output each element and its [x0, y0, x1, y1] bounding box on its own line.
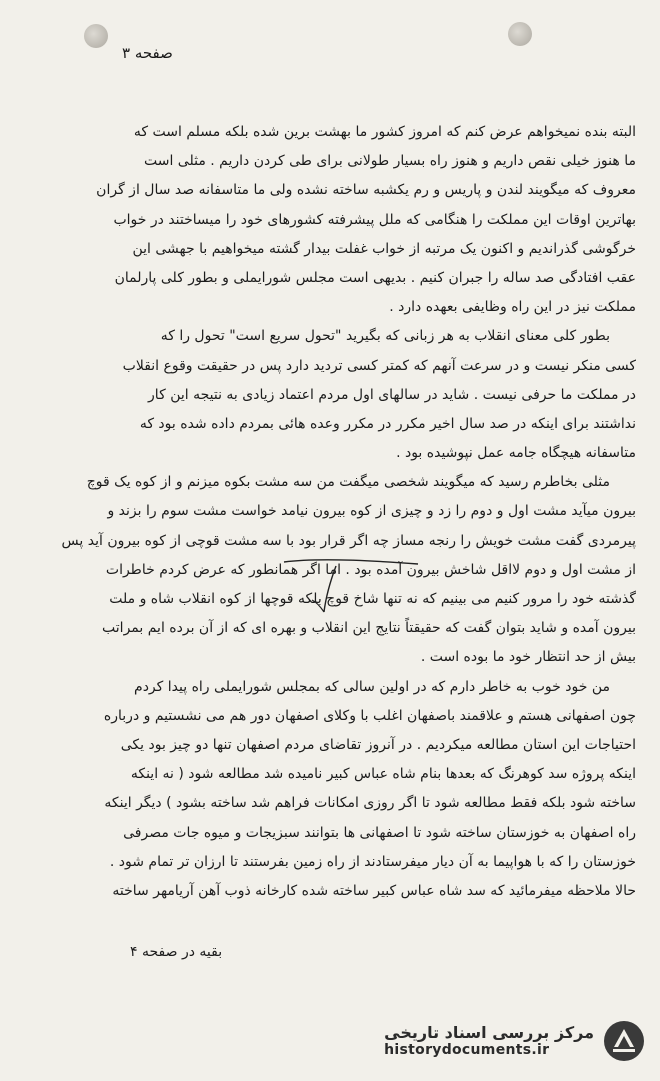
document-body	[24, 118, 636, 906]
text-line: بطور کلی معنای انقلاب به هر زبانی که بگیرید "تحول سریع است" تحول را که	[160, 328, 610, 345]
punch-hole-left	[84, 24, 108, 48]
text-line: کسی منکر نیست و در سرعت آنهم که کمتر کسی تردید دارد پس در حقیقت وقوع انقلاب	[122, 357, 636, 374]
text-line: بهاترین اوقات این مملکت را هنگامی که ملل پیشرفته کشورهای خود را میساختند در خواب	[113, 211, 636, 228]
text-line: ساخته شود بلکه فقط مطالعه شود تا اگر روزی امکانات فراهم شد ساخته بشود ) دیگر اینکه	[104, 795, 636, 812]
watermark	[384, 1019, 646, 1063]
text-line: راه اصفهان به خوزستان ساخته شود تا اصفهانی ها بتوانند سبزیجات و میوه جات مصرفی	[123, 824, 636, 841]
text-line: من خود خوب به خاطر دارم که در اولین سالی که بمجلس شورایملی راه پیدا کردم	[134, 678, 610, 695]
text-line: بیش از حد انتظار خود ما بوده است .	[420, 649, 636, 666]
text-line: متاسفانه هیچگاه جامه عمل نپوشیده بود .	[396, 445, 636, 462]
text-line: پیرمردی گفت مشت خویش را رنجه مساز چه اگر قرار بود با سه مشت قوچی از کوه بیرون آید پس	[61, 532, 636, 549]
text-line: اینکه پروژه سد کوهرنگ که بعدها بنام شاه عباس کبیر نامیده شد مطالعه شود ( نه اینکه	[130, 766, 636, 783]
text-line: نداشتند برای اینکه در صد سال اخیر مکرر در مکرر وعده هائی بمردم داده شده بود که	[139, 415, 636, 432]
watermark-url: historydocuments.ir	[384, 1042, 550, 1059]
text-line: چون اصفهانی هستم و علاقمند باصفهان اغلب با وکلای اصفهان دور هم می نشستیم و درباره	[103, 707, 636, 724]
text-line: ما هنوز خیلی نقص داریم و هنوز راه بسیار طولانی برای طی کردن داریم . مثلی است	[143, 153, 636, 170]
text-line: عقب افتادگی صد ساله را جبران کنیم . بدیهی است مجلس شورایملی و بطور کلی پارلمان	[114, 269, 636, 286]
text-line: خرگوشی گذراندیم و اکنون یک مرتبه از خواب غفلت بیدار گشته میخواهیم با جهشی این	[132, 240, 636, 257]
text-line: مملکت نیز در این راه وظایفی بعهده دارد .	[389, 299, 636, 316]
text-line: خوزستان را که با هواپیما به آن دیار میفرستادند از راه زمین بفرستند تا ارزان تر تمام شود .	[109, 853, 636, 870]
text-line: حالا ملاحظه میفرمائید که سد شاه عباس کبیر ساخته شده کارخانه ذوب آهن آریامهر ساخته	[112, 882, 636, 899]
text-line: از مشت اول و دوم لااقل شاخش بیرون آمده بود . اما اگر همانطور که عرض کردم خاطرات	[105, 561, 636, 578]
history-documents-logo-icon	[602, 1019, 646, 1063]
text-line: گذشته خود را مرور کنیم می بینیم که نه تنها شاخ قوچ بلکه قوچها از کوه انقلاب شاه و ملت	[109, 591, 636, 607]
continuation-note: بقیه در صفحه ۴	[130, 944, 223, 960]
text-line: معروف که میگویند لندن و پاریس و رم یکشبه ساخته نشده ولی ما متاسفانه صد سال از گران	[96, 182, 636, 199]
page-number: صفحه ۳	[122, 44, 173, 62]
text-line: مثلی بخاطرم رسید که میگویند شخصی میگفت من سه مشت بکوه میزنم و از کوه یک قوچ	[86, 474, 610, 491]
text-line: در مملکت ما حرفی نیست . شاید در سالهای اول مردم اعتماد زیادی به نتیجه این کار	[148, 386, 636, 403]
watermark-title: مرکز بررسی اسناد تاریخی	[384, 1023, 594, 1042]
text-line: احتیاجات این استان مطالعه میکردیم . در آنروز تقاضای مردم اصفهان تنها دو چیز بود یکی	[120, 736, 636, 753]
text-line: البته بنده نمیخواهم عرض کنم که امروز کشور ما بهشت برین شده بلکه مسلم است که	[133, 124, 636, 140]
text-line: بیرون میآید مشت اول و دوم را زد و چیزی از کوه بیرون نیامد خواست مشت سوم را بزند و	[107, 503, 636, 520]
punch-hole-right	[508, 22, 532, 46]
text-line: بیرون آمده و شاید بتوان گفت که حقیقتاً نتایج این انقلاب و بهره ای که از آن برده ایم بمراتب	[102, 620, 636, 637]
